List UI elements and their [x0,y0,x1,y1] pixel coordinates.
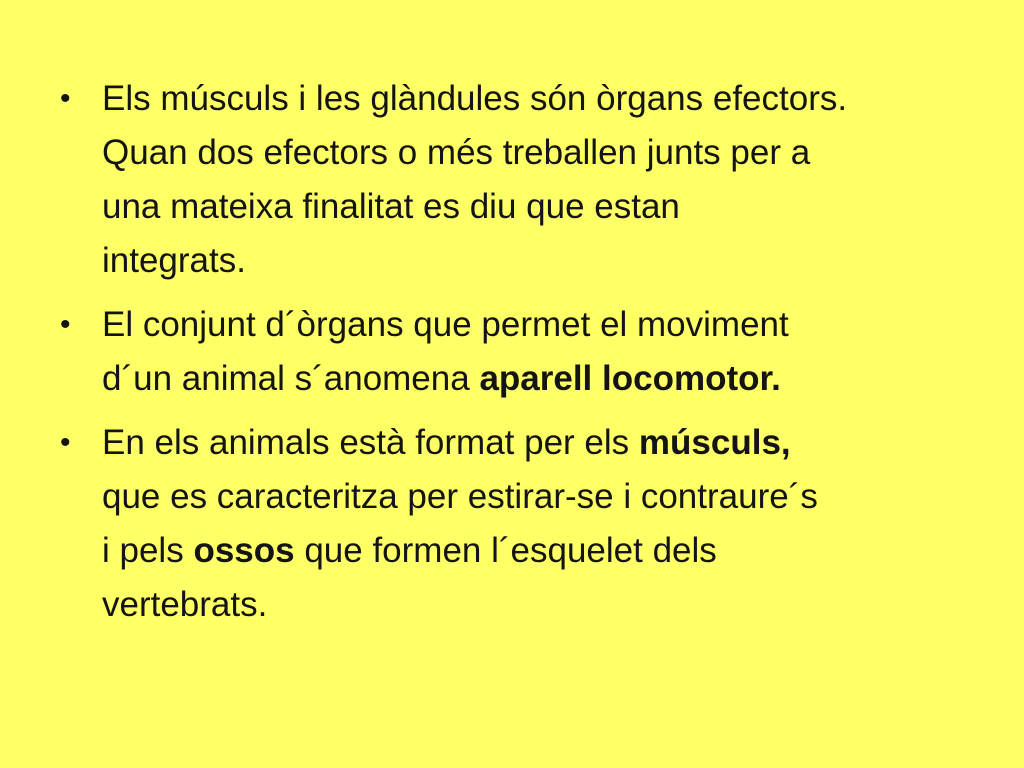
bullet-icon: • [60,308,71,341]
text-line: vertebrats. [102,585,268,624]
bullet-item-muscles-ossos [58,416,978,632]
text-line: i pels ossos que formen l´esquelet dels [102,531,717,570]
text-line: En els animals està format per els músculs, [102,423,791,462]
bullet-icon: • [60,426,71,459]
text-line: Els músculs i les glàndules són òrgans efectors. [102,79,848,118]
text-line: que es caracteritza per estirar-se i contraure´s [102,477,818,516]
bold-term: ossos [193,531,295,570]
bullet-item-aparell-locomotor [58,298,978,406]
text-line: d´un animal s´anomena aparell locomotor. [102,359,781,398]
bullet-icon: • [60,82,71,115]
bold-term: músculs, [638,423,791,462]
text-line: El conjunt d´òrgans que permet el moviment [102,305,789,344]
text-line: una mateixa finalitat es diu que estan [102,187,680,226]
text-line: integrats. [102,241,246,280]
text-line: Quan dos efectors o més treballen junts per a [102,133,811,172]
bullet-item-efectors [58,72,978,288]
bold-term: aparell locomotor. [479,359,781,398]
bullet-list [58,72,978,642]
